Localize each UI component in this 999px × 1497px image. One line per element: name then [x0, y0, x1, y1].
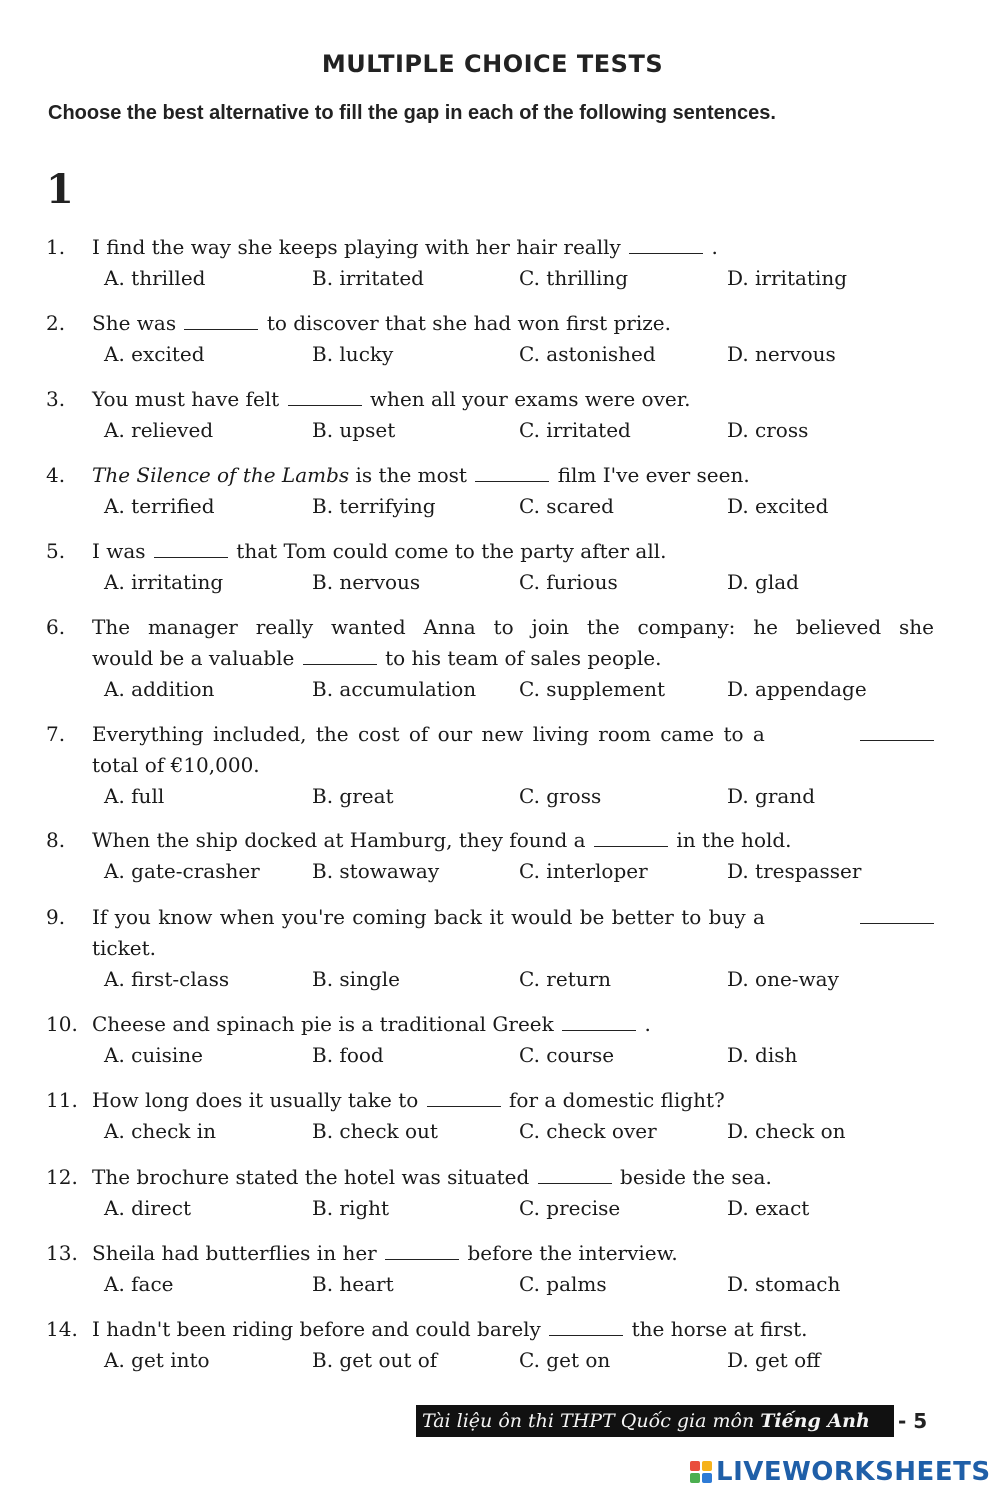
question-text: would be a valuable [92, 646, 295, 670]
answer-blank[interactable] [562, 1010, 636, 1031]
answer-blank[interactable] [860, 903, 934, 924]
book-title-subject: Tiếng Anh [760, 1410, 870, 1432]
question-text: I find the way she keeps playing with her hair really [92, 235, 621, 259]
option-d[interactable]: D. excited [727, 494, 829, 518]
question-text: before the interview. [467, 1241, 678, 1265]
option-a[interactable]: A. check in [104, 1119, 217, 1143]
option-a[interactable]: A. full [104, 784, 165, 808]
question-3 [46, 384, 936, 446]
question-10 [46, 1009, 936, 1071]
option-b[interactable]: B. get out of [312, 1348, 438, 1372]
page-title: MULTIPLE CHOICE TESTS [321, 50, 664, 78]
option-c[interactable]: C. precise [519, 1196, 621, 1220]
option-b[interactable]: B. accumulation [312, 677, 477, 701]
question-1 [46, 232, 936, 294]
question-number: 11. [46, 1088, 78, 1112]
option-c[interactable]: C. course [519, 1043, 615, 1067]
page-number: - 5 [898, 1409, 928, 1433]
question-7 [46, 719, 936, 812]
question-text: . [644, 1012, 651, 1036]
book-title-text: Tài liệu ôn thi THPT Quốc gia môn [422, 1410, 755, 1432]
answer-blank[interactable] [154, 537, 228, 558]
answer-blank[interactable] [385, 1239, 459, 1260]
option-c[interactable]: C. supplement [519, 677, 666, 701]
option-d[interactable]: D. get off [727, 1348, 821, 1372]
question-number: 12. [46, 1165, 78, 1189]
option-a[interactable]: A. direct [104, 1196, 191, 1220]
option-a[interactable]: A. first-class [104, 967, 230, 991]
question-number: 4. [46, 463, 66, 487]
question-6 [46, 612, 936, 705]
question-number: 5. [46, 539, 66, 563]
question-4 [46, 460, 936, 522]
question-text: Cheese and spinach pie is a traditional Greek [92, 1012, 554, 1036]
option-b[interactable]: B. right [312, 1196, 390, 1220]
option-d[interactable]: D. check on [727, 1119, 846, 1143]
option-c[interactable]: C. gross [519, 784, 602, 808]
question-number: 9. [46, 905, 66, 929]
question-text: to his team of sales people. [385, 646, 662, 670]
liveworksheets-logo-icon [690, 1461, 712, 1483]
question-number: 14. [46, 1317, 78, 1341]
question-text: Everything included, the cost of our new living room came to a [92, 722, 765, 746]
option-b[interactable]: B. great [312, 784, 394, 808]
brand-name: LIVEWORKSHEETS [716, 1457, 991, 1487]
answer-blank[interactable] [538, 1163, 612, 1184]
option-a[interactable]: A. face [104, 1272, 174, 1296]
question-text: Sheila had butterflies in her [92, 1241, 377, 1265]
option-d[interactable]: D. irritating [727, 266, 848, 290]
answer-blank[interactable] [475, 461, 549, 482]
option-b[interactable]: B. stowaway [312, 859, 440, 883]
question-number: 13. [46, 1241, 78, 1265]
instruction-text: Choose the best alternative to fill the gap in each of the following sentences. [48, 102, 776, 124]
option-c[interactable]: C. irritated [519, 418, 631, 442]
question-text: How long does it usually take to [92, 1088, 419, 1112]
question-text: I hadn't been riding before and could barely [92, 1317, 541, 1341]
question-number: 10. [46, 1012, 78, 1036]
option-d[interactable]: D. glad [727, 570, 799, 594]
question-text: beside the sea. [620, 1165, 772, 1189]
option-d[interactable]: D. nervous [727, 342, 836, 366]
question-12 [46, 1162, 936, 1224]
question-text: You must have felt [92, 387, 280, 411]
answer-blank[interactable] [629, 233, 703, 254]
option-a[interactable]: A. thrilled [104, 266, 206, 290]
question-text: for a domestic flight? [509, 1088, 725, 1112]
option-d[interactable]: D. stomach [727, 1272, 841, 1296]
question-text: the horse at first. [631, 1317, 808, 1341]
question-text: If you know when you're coming back it would be better to buy a [92, 905, 765, 929]
question-14 [46, 1314, 936, 1376]
option-d[interactable]: D. trespasser [727, 859, 862, 883]
question-text: in the hold. [676, 828, 792, 852]
film-title: The Silence of the Lambs [92, 463, 350, 487]
answer-blank[interactable] [549, 1315, 623, 1336]
option-a[interactable]: A. gate-crasher [104, 859, 260, 883]
option-a[interactable]: A. excited [104, 342, 205, 366]
answer-blank[interactable] [427, 1086, 501, 1107]
option-c[interactable]: C. return [519, 967, 612, 991]
option-d[interactable]: D. grand [727, 784, 816, 808]
option-a[interactable]: A. cuisine [104, 1043, 204, 1067]
option-c[interactable]: C. scared [519, 494, 614, 518]
option-d[interactable]: D. cross [727, 418, 809, 442]
answer-blank[interactable] [303, 644, 377, 665]
option-d[interactable]: D. exact [727, 1196, 810, 1220]
book-title-banner [416, 1405, 894, 1437]
question-5 [46, 536, 936, 598]
question-text: The manager really wanted Anna to join the company: he believed she [92, 615, 934, 639]
question-number: 7. [46, 722, 66, 746]
answer-blank[interactable] [184, 309, 258, 330]
question-8 [46, 825, 936, 887]
question-text: is the most [355, 463, 467, 487]
question-text: when all your exams were over. [369, 387, 691, 411]
option-b[interactable]: B. lucky [312, 342, 394, 366]
question-9 [46, 902, 936, 995]
liveworksheets-brand[interactable] [690, 1455, 991, 1489]
option-b[interactable]: B. irritated [312, 266, 424, 290]
question-text: She was [92, 311, 177, 335]
option-c[interactable]: C. get on [519, 1348, 611, 1372]
option-b[interactable]: B. single [312, 967, 400, 991]
option-c[interactable]: C. check over [519, 1119, 657, 1143]
question-13 [46, 1238, 936, 1300]
question-text: . [711, 235, 718, 259]
option-b[interactable]: B. food [312, 1043, 384, 1067]
question-number: 1. [46, 235, 66, 259]
option-b[interactable]: B. terrifying [312, 494, 436, 518]
option-b[interactable]: B. upset [312, 418, 396, 442]
option-a[interactable]: A. terrified [104, 494, 215, 518]
question-11 [46, 1085, 936, 1147]
question-text: I was [92, 539, 146, 563]
question-text: ticket. [92, 936, 156, 960]
question-text: film I've ever seen. [557, 463, 750, 487]
question-2 [46, 308, 936, 370]
answer-blank[interactable] [594, 826, 668, 847]
section-number: 1 [46, 166, 74, 213]
answer-blank[interactable] [288, 385, 362, 406]
option-a[interactable]: A. relieved [104, 418, 214, 442]
option-c[interactable]: C. palms [519, 1272, 607, 1296]
option-c[interactable]: C. furious [519, 570, 618, 594]
question-text: The brochure stated the hotel was situated [92, 1165, 530, 1189]
question-text: When the ship docked at Hamburg, they found a [92, 828, 586, 852]
question-number: 6. [46, 615, 66, 639]
option-d[interactable]: D. appendage [727, 677, 867, 701]
answer-blank[interactable] [860, 720, 934, 741]
question-text: that Tom could come to the party after all. [236, 539, 667, 563]
question-number: 8. [46, 828, 66, 852]
option-a[interactable]: A. get into [104, 1348, 210, 1372]
option-c[interactable]: C. astonished [519, 342, 656, 366]
option-c[interactable]: C. interloper [519, 859, 648, 883]
question-text: total of €10,000. [92, 753, 260, 777]
option-c[interactable]: C. thrilling [519, 266, 629, 290]
option-a[interactable]: A. addition [104, 677, 215, 701]
option-a[interactable]: A. irritating [104, 570, 224, 594]
option-b[interactable]: B. nervous [312, 570, 421, 594]
option-b[interactable]: B. heart [312, 1272, 394, 1296]
option-d[interactable]: D. one-way [727, 967, 839, 991]
option-d[interactable]: D. dish [727, 1043, 798, 1067]
question-number: 3. [46, 387, 66, 411]
option-b[interactable]: B. check out [312, 1119, 438, 1143]
question-text: to discover that she had won first prize. [266, 311, 671, 335]
question-number: 2. [46, 311, 66, 335]
